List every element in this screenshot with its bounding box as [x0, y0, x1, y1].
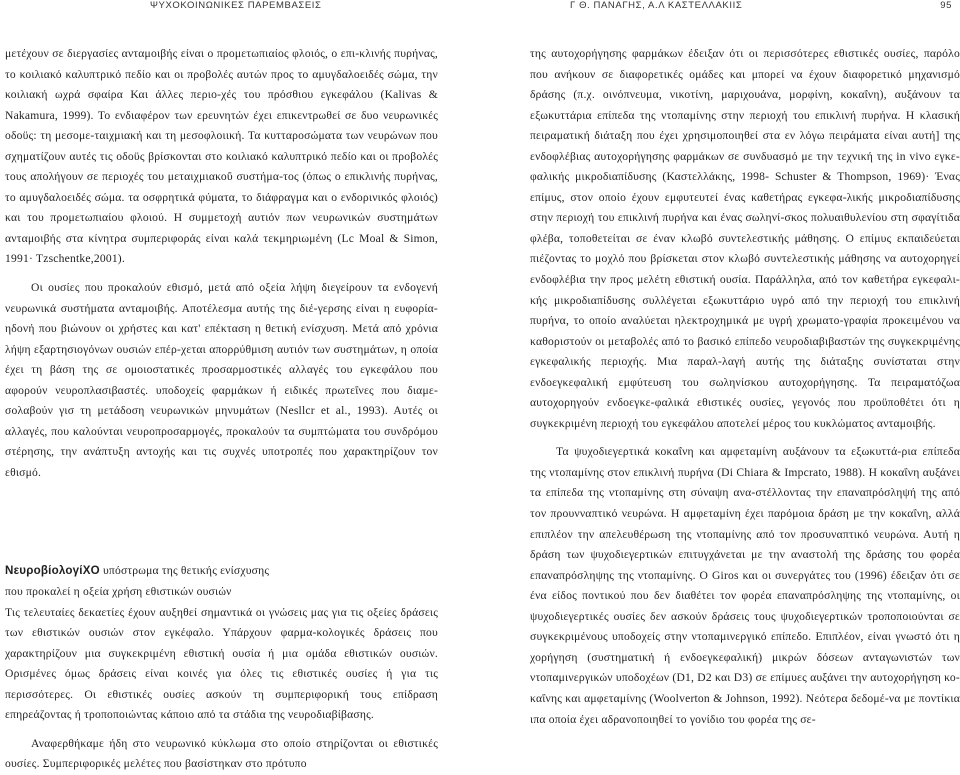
running-header [0, 0, 960, 14]
left-paragraph-2: Οι ουσίες που προκαλούν εθισμό, μετά από οξεία λήψη διεγείρουν τα ενδογενή νευρωνικά συστήματα ανταμοιβής. Αποτέλεσμα αυτής της διέ-γερσης είναι η ευφορία-ηδονή που βιώνουν οι χρήστες και κατ' επέκταση η θετική ενίσχυση. Μετά από χρόνια λήψη εξαρτησιογόνων ουσιών επέρ-χεται απορρύθμιση αυτιόν των συστημάτων, η οποία έχει τη βάση της σε ομοιοστατικές προσαρμοστικές αλλαγές του εγκεφάλου που αφορούν νευροπλασιβαστές. υποδοχείς φαρμάκων ή ειδικές πρωτεΐνες που διαμε-σολαβούν γισ τη μετάδοση νευρωνικών μηνυμάτων (Nesllcr et al., 1993). Αυτές οι αλλαγές, που καλούνται νευροπροσαρμογές, προκαλούν τα συμπτώματα του συνδρόμου στέρησης, την ανάπτυξη αντοχής και τις συχνές υποτροπές που χαρακτηρίζουν τον εθισμό. [5, 281, 438, 479]
left-paragraph-3: Τις τελευταίες δεκαετίες έχουν αυξηθεί σημαντικά οι γνώσεις μας για τις οξείες δράσεις των εθιστικών ουσιών στον εγκέφαλο. Υπάρχουν φαρμα-κολογικές δράσεις που χαρακτηρίζουν μια συγκεκριμένη εθιστική ουσία ή μια ομάδα εθιστικών ουσιών. Ορισμένες όμως δράσεις είναι κοινές για όλες τις εθιστικές ουσίες ή για τις περισσότερες. Οι εθιστικές ουσίες ασκούν τη συμπεριφορική τους επίδραση επηρεάζοντας ή τροποποιώντας κάποιο από τα στάδια της νευροδιαβίβασης. [5, 605, 438, 722]
right-column [530, 44, 960, 730]
header-journal-title: ΨΥΧΟΚΟΙΝΩΝΙΚΕΣ ΠΑΡΕΜΒΑΣΕΙΣ [150, 0, 322, 11]
right-paragraph-1: της αυτοχορήγησης φαρμάκων έδειξαν ότι οι περισσότερες εθιστικές ουσίες, παρόλο που ανήκουν σε διαφορετικές ομάδες και μπορεί να έχουν διαφορετικό μηχανισμό δράσης (π.χ. οινόπνευμα, νικοτίνη, μαριχουάνα, μορφίνη, κοκαΐνη), αυξάνουν τα εξωκυττάρια επίπεδα της ντοπαμίνης στην περιοχή του επικλινή πυρήνα. Η κλασική πειραματική διάταξη που έχει χρησιμοποιηθεί στα εν λόγω πειράματα είναι αυτή] της ενδοφλέβιας αυτοχορήγησης φαρμάκων σε συνδυασμό με την τεχνική της in vivo εγκε-φαλικής μικροδιαπίδυσης (Καστελλάκης, 1998- Schuster & Thompson, 1969)· Ένας επίμυς, στον οποίο έχουν εμφυτευτεί ένας καθετήρας εγκεφα-λικής μικροδιαπίδυσης στην περιοχή του επικλινή πυρήνα και ένας σωληνί-σκος πολυαιθυλενίου στη σφαγίτιδα φλέβα, τοποθετείται σε έναν κλωβό συντελεστικής μάθησης. Ο επίμυς εκπαιδεύεται πιέζοντας το μοχλό που βρίσκεται στον κλωβό συντελεστικής μάθησης να αυτοχορηγεί ενδοφλέβια την προς μελέτη εθιστική ουσία. Παράλληλα, από τον καθετήρα εγκεφαλι-κής μικροδιαπίδυσης συλλέγεται εξωκυττάριο υγρό από την περιοχή του επικλινή πυρήνα, το οποίο αναλύεται ηλεκτροχημικά με υγρή χρωματο-γραφία προκειμένου να καθοριστούν οι μεταβολές από το βασικό επίπεδο νευροδιαβιβαστών της συγκεκριμένης εγκεφαλικής περιοχής. Μια παραλ-λαγή αυτής της διάταξης συνίσταται στην ενδοεγκεφαλική εμφύτευση του σωληνίσκου αυτοχορήγησης. Τα πειραματόζωα αυτοχορηγούν ενδοεγκε-φαλικά εθιστικές ουσίες, γεγονός που προϋποθέτει ότι η συγκεκριμένη περιοχή του εγκεφάλου αποτελεί μέρος του κυκλώματος ανταμοιβής. [530, 47, 960, 430]
page-number: 95 [940, 0, 952, 11]
left-paragraph-1: μετέχουν σε διεργασίες ανταμοιβής είναι ο προμετωπιαίος φλοιός, ο επι-κλινής πυρήνας, το κοιλιακό καλυπτρικό πεδίο και οι προβολές αυτών προς το αμυγδαλοειδές σώμα, την κοιλιακή ωχρά σφαίρα Και άλλες περιο-χές του πρόσθιου εγκεφάλου (Kalivas & Nakamura, 1999). Το ενδιαφέρον των ερευνητών έχει επικεντρωθεί σε δυο νευρωνικές οδοϋς: τη μεσομε-ταιχμιακή και τη μεσοφλοιική. Τα κυτταροσώματα των νευρώνων που σχηματίζουν αυτές τις οδοϋς βρίσκονται στο κοιλιακό καλυπτρικό πεδίο και οι προβολές τους απολήγουν σε περιοχές του μεταιχμιακοΰ συστήμα-τος (όπως ο επικλινής πυρήνας, το αμυγδαλοειδές σώμα. τα οσφρητικά φύματα, το διάφραγμα και ο ενδορινικός φλοιός) και του προμετωπιαίου φλοιού. Η συμμετοχή αυτιόν πων νευρωνικών συστημάτων ανταμοιβής στα κίνητρα συμπεριφοράς είναι καλά τεκμηριωμένη (Lc Moal & Simon, 1991· Tzschentke,2001). [5, 47, 438, 266]
section-heading-rest: υπόστρωμα της θετικής ενίσχυσης [99, 564, 270, 578]
section-heading-bold: ΝευροβίολογίΧΟ [5, 564, 100, 578]
section-heading-line2: που προκαλεί η οξεία χρήση εθιστικών ουσιών [5, 585, 232, 599]
header-authors: Γ Θ. ΠΑΝΑΓΗΣ, Α.Λ ΚΑΣΤΕΛΛΑΚΙΙΣ [570, 0, 743, 11]
section-heading [5, 561, 438, 602]
left-column [5, 44, 438, 775]
right-paragraph-2: Τα ψυχοδιεγερτικά κοκαΐνη και αμφεταμίνη αυξάνουν τα εξωκυττά-ρια επίπεδα της ντοπαμίνης στον επικλινή πυρήνα (Di Chiara & Impcrato, 1988). Η κοκαΐνη αυξάνει τα επίπεδα της ντοπαμίνης στη σύναψη ανα-στέλλοντας την επαναπρόσληψή της από τον προυνναπτικό νευρώνα. Η αμφεταμίνη έχει παρόμοια δράση με την κοκαΐνη, αλλά επιπλέον την απελευθέρωση της ντοπαμίνης από τον προσυναπτικό νευρώνα. Αυτή η δράση των ψυχοδιεγερτικών επιτυγχάνεται με την αναστολή της δράσης του φορέα επαναπρόσληψης της ντοπαμίνης. Ο Giros και οι συνεργάτες του (1996) έδειξαν ότι σε ένα είδος ποντικού που δεν διαθέτει τον φορέα επαναπρόσληψης της ντοπαμίνης, οι ψυχοδιεγερτικές ουσίες δεν ασκούν δράσεις τους ψυχοδιεγερτικών τροποποιούνται σε συγκεκριμένους υποδοχείς στην ντοπαμινεργικό επίπεδο. Επιπλέον, είναι γνωστό ότι η χορήγηση (συστηματική ή ενδοεγκεφαλική) μικρών δόσεων ανταγωνιστών των ντοπαμινεργικών υποδοχέων (D1, D2 και D3) σε επίμυες αυξάνει την αυτοχορήγηση κο-καΐνης και αμφεταμίνης (Woolverton & Johnson, 1992). Νεότερα δεδομέ-να με ποντίκια ιπα οποία έχει αδρανοποιηθεί το γονίδιο του φορέα της σε- [530, 445, 960, 726]
left-paragraph-4: Αναφερθήκαμε ήδη στο νευρωνικό κύκλωμα στο οποίο στηρίζονται οι εθιστικές ουσίες. Συμπεριφορικές μελέτες που βασίστηκαν στο πρότυπο [5, 736, 438, 771]
